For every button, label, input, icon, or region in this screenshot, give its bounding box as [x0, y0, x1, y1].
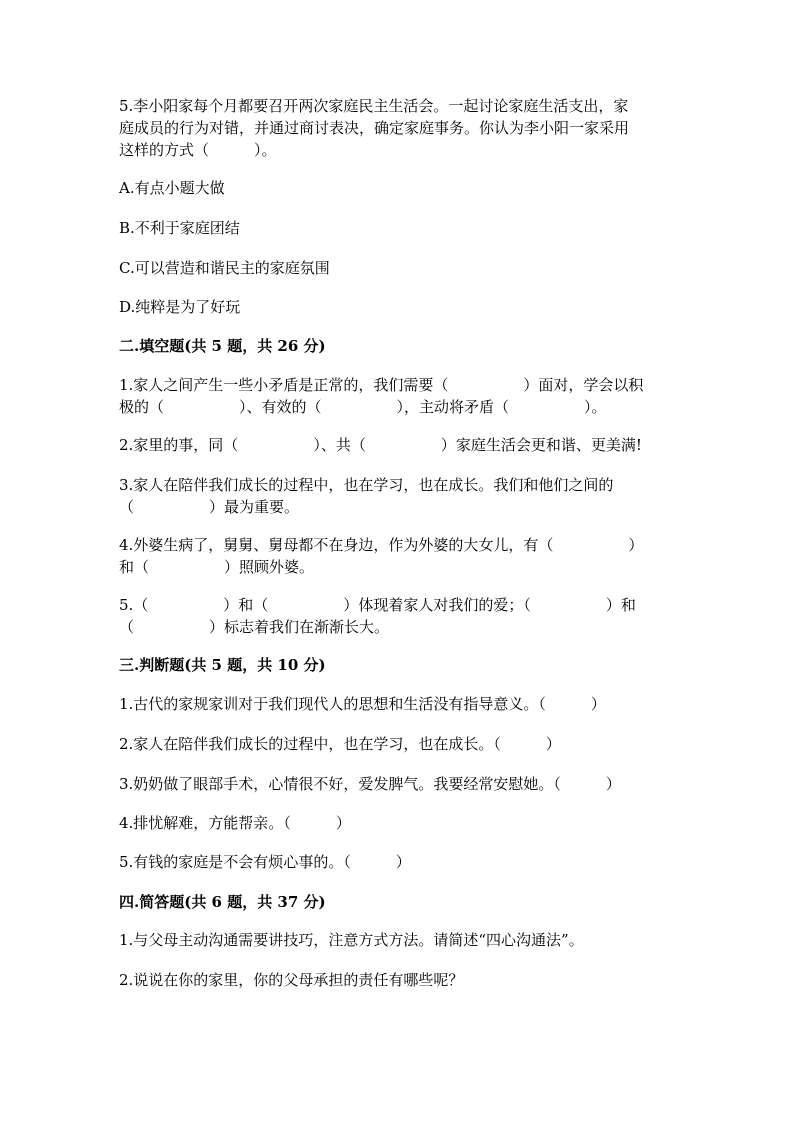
fill-blank-q5-line-2: （ ）标志着我们在渐渐长大。	[119, 618, 390, 636]
fill-blank-q5-line-1: 5.（ ）和（ ）体现着家人对我们的爱；（ ）和	[119, 596, 636, 614]
fill-blank-q3-line-2: （ ）最为重要。	[119, 498, 300, 516]
q5-stem-line-1: 5.李小阳家每个月都要召开两次家庭民主生活会。一起讨论家庭生活支出，家	[119, 97, 629, 115]
q5-stem-line-3: 这样的方式（ ）。	[119, 141, 277, 159]
fill-blank-q3-line-1: 3.家人在陪伴我们成长的过程中，也在学习，也在成长。我们和他们之间的	[119, 476, 614, 494]
q5-option-a: A.有点小题大做	[119, 179, 225, 197]
section-short-answer-heading: 四.简答题(共 6 题，共 37 分)	[119, 893, 326, 911]
section-true-false-heading: 三.判断题(共 5 题，共 10 分)	[119, 656, 326, 674]
fill-blank-q4-line-1: 4.外婆生病了，舅舅、舅母都不在身边，作为外婆的大女儿，有（ ）	[119, 536, 644, 554]
q5-option-d: D.纯粹是为了好玩	[119, 298, 241, 316]
true-false-q5: 5.有钱的家庭是不会有烦心事的。（ ）	[119, 853, 411, 871]
fill-blank-q4-line-2: 和（ ）照顾外婆。	[119, 558, 315, 576]
q5-option-b: B.不利于家庭团结	[119, 219, 240, 237]
fill-blank-q2-line-1: 2.家里的事，同（ ）、共（ ）家庭生活会更和谐、更美满!	[119, 436, 642, 454]
true-false-q1: 1.古代的家规家训对于我们现代人的思想和生活没有指导意义。（ ）	[119, 695, 606, 713]
section-fill-blank-heading: 二.填空题(共 5 题，共 26 分)	[119, 337, 326, 355]
fill-blank-q1-line-2: 极的（ ）、有效的（ ），主动将矛盾（ ）。	[119, 398, 607, 416]
short-answer-q2: 2.说说在你的家里，你的父母承担的责任有哪些呢？	[119, 971, 464, 989]
short-answer-q1: 1.与父母主动沟通需要讲技巧，注意方式方法。请简述“四心沟通法”。	[119, 931, 584, 949]
true-false-q4: 4.排忧解难，方能帮亲。（ ）	[119, 814, 351, 832]
fill-blank-q1-line-1: 1.家人之间产生一些小矛盾是正常的，我们需要（ ）面对，学会以积	[119, 376, 644, 394]
true-false-q2: 2.家人在陪伴我们成长的过程中，也在学习，也在成长。（ ）	[119, 735, 561, 753]
true-false-q3: 3.奶奶做了眼部手术，心情很不好，爱发脾气。我要经常安慰她。（ ）	[119, 775, 621, 793]
q5-stem-line-2: 庭成员的行为对错，并通过商讨表决，确定家庭事务。你认为李小阳一家采用	[119, 119, 630, 137]
q5-option-c: C.可以营造和谐民主的家庭氛围	[119, 259, 330, 277]
